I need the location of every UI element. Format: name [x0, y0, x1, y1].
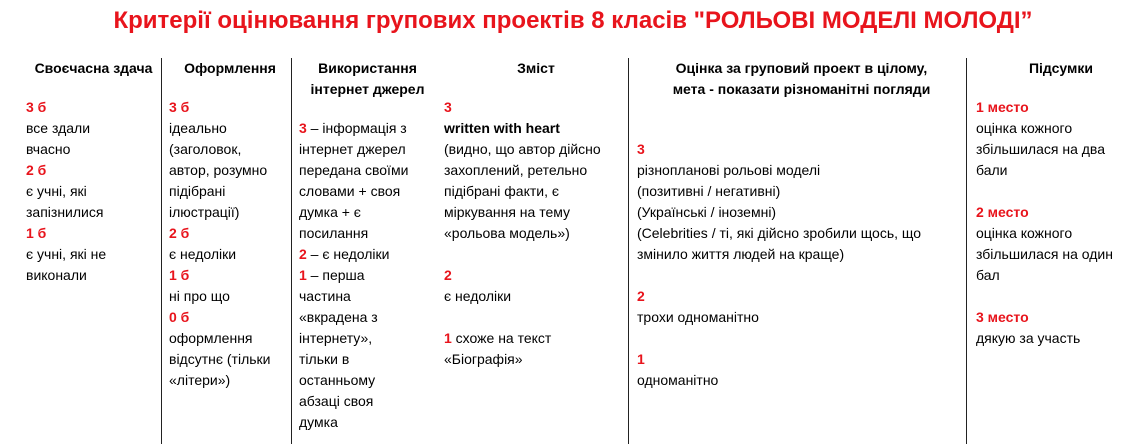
criteria-line: є недоліки	[444, 288, 512, 304]
column-header	[26, 58, 161, 79]
criteria-line: бал	[976, 267, 1000, 283]
score-label: 2	[637, 288, 645, 304]
criteria-line: думка + є	[299, 204, 361, 220]
criteria-line: «вкрадена з	[299, 309, 378, 325]
column-header-line: Використання	[318, 60, 417, 76]
score-label: 2 место	[976, 204, 1029, 220]
criteria-line: (Celebrities / ті, які дійсно зробили щось, що	[637, 225, 922, 241]
score-label: 1	[637, 351, 645, 367]
column-header-line: Своєчасна здача	[34, 60, 153, 76]
criteria-line: «літери»)	[169, 372, 231, 388]
score-label: 2	[299, 246, 307, 262]
criteria-line: захоплений, ретельно	[444, 162, 588, 178]
criteria-line: інтернету»,	[299, 330, 373, 346]
score-label: 0 б	[169, 309, 190, 325]
criteria-line: оцінка кожного	[976, 225, 1073, 241]
criteria-line: все здали	[26, 120, 91, 136]
column-header	[299, 58, 436, 100]
criteria-line: «Біографія»	[444, 351, 523, 367]
score-label: 1 б	[169, 267, 190, 283]
score-label: 2 б	[169, 225, 190, 241]
criteria-line: трохи одноманітно	[637, 309, 759, 325]
column-body	[26, 97, 161, 286]
spacer	[976, 181, 1146, 202]
criteria-line	[299, 265, 436, 286]
criteria-text: – інформація з	[306, 120, 407, 136]
criteria-line: (заголовок,	[169, 141, 242, 157]
score-label: 3	[637, 141, 645, 157]
column-header-line: мета - показати різноманітні погляди	[672, 81, 931, 97]
criteria-line: запізнилися	[26, 204, 104, 220]
column-body	[637, 118, 966, 391]
column-content	[436, 58, 628, 444]
spacer	[444, 307, 628, 328]
criteria-line: дякую за участь	[976, 330, 1081, 346]
column-header	[444, 58, 628, 79]
score-label: 1 б	[26, 225, 47, 241]
column-body	[169, 97, 291, 391]
column-header	[976, 58, 1146, 79]
criteria-line: міркування на тему	[444, 204, 571, 220]
criteria-line: є учні, які не	[26, 246, 107, 262]
spacer	[976, 286, 1146, 307]
criteria-line: тільки в	[299, 351, 350, 367]
score-label: 1	[299, 267, 307, 283]
score-label: 3 б	[26, 99, 47, 115]
criteria-line: written with heart	[444, 120, 560, 136]
criteria-text: схоже на текст	[451, 330, 552, 346]
criteria-line: ні про що	[169, 288, 230, 304]
column-header-line: Зміст	[517, 60, 555, 76]
column-internet-sources	[291, 58, 436, 444]
criteria-line: оформлення	[169, 330, 253, 346]
column-body	[976, 97, 1146, 349]
column-header-line: Оцінка за груповий проект в цілому,	[675, 60, 928, 76]
spacer	[637, 118, 966, 139]
score-label: 1	[444, 330, 452, 346]
criteria-line: останньому	[299, 372, 376, 388]
score-label: 2	[444, 267, 452, 283]
criteria-line	[444, 328, 628, 349]
column-project-assessment	[628, 58, 966, 444]
criteria-line: підібрані факти, є	[444, 183, 560, 199]
criteria-line: думка	[299, 414, 338, 430]
criteria-line: словами + своя	[299, 183, 401, 199]
score-label: 2 б	[26, 162, 47, 178]
criteria-line: одноманітно	[637, 372, 719, 388]
score-label: 1 место	[976, 99, 1029, 115]
criteria-line: ідеально	[169, 120, 227, 136]
criteria-line: виконали	[26, 267, 87, 283]
score-label: 3	[299, 120, 307, 136]
criteria-line: різнопланові рольові моделі	[637, 162, 821, 178]
column-header	[637, 58, 966, 100]
criteria-line: змінило життя людей на краще)	[637, 246, 845, 262]
criteria-text: – перша	[306, 267, 365, 283]
criteria-line: відсутнє (тільки	[169, 351, 271, 367]
criteria-line: збільшилася на один	[976, 246, 1113, 262]
criteria-line: інтернет джерел	[299, 141, 406, 157]
criteria-line: «рольова модель»)	[444, 225, 570, 241]
criteria-line: (видно, що автор дійсно	[444, 141, 601, 157]
criteria-line: є учні, які	[26, 183, 87, 199]
spacer	[637, 328, 966, 349]
criteria-text: – є недоліки	[306, 246, 390, 262]
score-label: 3 место	[976, 309, 1029, 325]
page-title: Критерії оцінювання групових проектів 8 класів "РОЛЬОВІ МОДЕЛІ МОЛОДІ”	[113, 7, 1033, 34]
criteria-line: абзаці своя	[299, 393, 374, 409]
criteria-line: підібрані	[169, 183, 226, 199]
criteria-line	[299, 118, 436, 139]
criteria-line: посилання	[299, 225, 369, 241]
column-design	[161, 58, 291, 444]
criteria-line: частина	[299, 288, 351, 304]
column-body	[444, 97, 628, 370]
column-results	[966, 58, 1146, 444]
criteria-line: є недоліки	[169, 246, 237, 262]
column-header-line: Підсумки	[1028, 60, 1093, 76]
criteria-line: бали	[976, 162, 1008, 178]
criteria-line: (позитивні / негативні)	[637, 183, 781, 199]
score-label: 3 б	[169, 99, 190, 115]
column-header-line: інтернет джерел	[310, 81, 425, 97]
criteria-line	[299, 244, 436, 265]
criteria-line: ілюстрації)	[169, 204, 240, 220]
column-header	[169, 58, 291, 79]
criteria-line: (Українські / іноземні)	[637, 204, 777, 220]
criteria-line: оцінка кожного	[976, 120, 1073, 136]
score-label: 3	[444, 99, 452, 115]
criteria-line: збільшилася на два	[976, 141, 1105, 157]
criteria-line: автор, розумно	[169, 162, 268, 178]
column-timely-submission	[26, 58, 161, 444]
criteria-line: передана своїми	[299, 162, 409, 178]
column-body	[299, 118, 436, 433]
column-header-line: Оформлення	[184, 60, 276, 76]
criteria-line: вчасно	[26, 141, 71, 157]
spacer	[444, 244, 628, 265]
spacer	[637, 265, 966, 286]
